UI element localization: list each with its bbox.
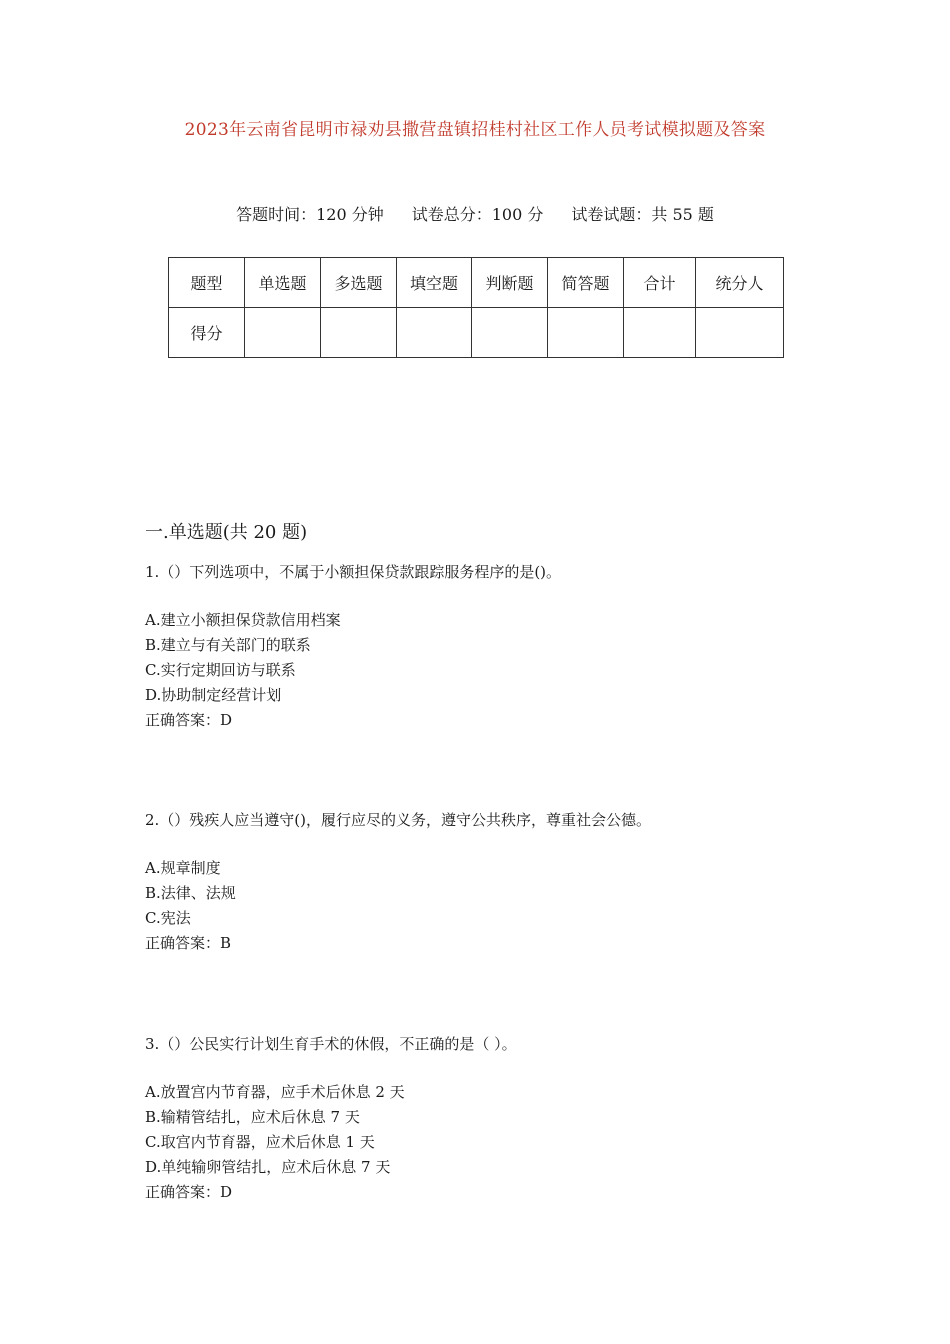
question-1 <box>145 560 561 733</box>
score-table-header-row <box>169 258 784 308</box>
question-option: A.放置宫内节育器，应手术后休息 2 天 <box>145 1083 405 1101</box>
score-cell <box>624 308 696 358</box>
exam-time: 答题时间：120 分钟 <box>236 205 384 224</box>
question-option: A.规章制度 <box>145 859 221 877</box>
score-table-header-cell: 统分人 <box>696 258 784 308</box>
correct-answer: 正确答案：D <box>145 1183 233 1201</box>
correct-answer: 正确答案：B <box>145 934 232 952</box>
question-option: C.宪法 <box>145 909 191 927</box>
question-option: D.协助制定经营计划 <box>145 686 282 704</box>
score-cell <box>548 308 624 358</box>
document-title: 2023年云南省昆明市禄劝县撒营盘镇招桂村社区工作人员考试模拟题及答案 <box>184 120 766 140</box>
question-option: B.建立与有关部门的联系 <box>145 636 311 654</box>
question-stem: 2.（）残疾人应当遵守()，履行应尽的义务，遵守公共秩序，尊重社会公德。 <box>145 811 652 829</box>
score-table-header-cell: 判断题 <box>472 258 548 308</box>
score-table-header-cell: 合计 <box>624 258 696 308</box>
correct-answer: 正确答案：D <box>145 711 233 729</box>
question-stem: 3.（）公民实行计划生育手术的休假，不正确的是（ ）。 <box>145 1035 517 1053</box>
question-option: B.法律、法规 <box>145 884 236 902</box>
score-table-header-cell: 题型 <box>169 258 245 308</box>
question-3 <box>145 1032 517 1205</box>
score-cell <box>472 308 548 358</box>
question-2 <box>145 808 651 956</box>
score-cell <box>696 308 784 358</box>
score-table-header-cell: 多选题 <box>321 258 397 308</box>
exam-total-score: 试卷总分：100 分 <box>411 205 544 224</box>
score-cell <box>245 308 321 358</box>
question-option: B.输精管结扎，应术后休息 7 天 <box>145 1108 360 1126</box>
score-table-score-row <box>169 308 784 358</box>
score-table-header-cell: 单选题 <box>245 258 321 308</box>
score-table <box>168 257 784 358</box>
exam-meta <box>0 202 950 225</box>
score-row-label: 得分 <box>169 308 245 358</box>
question-option: A.建立小额担保贷款信用档案 <box>145 611 341 629</box>
question-stem: 1.（）下列选项中，不属于小额担保贷款跟踪服务程序的是()。 <box>145 563 562 581</box>
score-table-header-cell: 简答题 <box>548 258 624 308</box>
section-heading: 一.单选题(共 20 题) <box>145 522 308 543</box>
question-option: C.实行定期回访与联系 <box>145 661 296 679</box>
score-table-header-cell: 填空题 <box>397 258 472 308</box>
exam-question-count: 试卷试题：共 55 题 <box>571 205 714 224</box>
score-cell <box>397 308 472 358</box>
question-option: D.单纯输卵管结扎，应术后休息 7 天 <box>145 1158 391 1176</box>
score-cell <box>321 308 397 358</box>
question-option: C.取宫内节育器，应术后休息 1 天 <box>145 1133 375 1151</box>
